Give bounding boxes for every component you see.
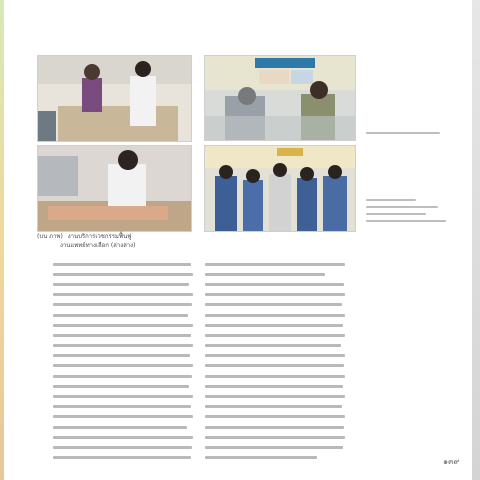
text-line — [205, 320, 347, 330]
text-line — [53, 300, 195, 310]
text-line — [53, 279, 195, 289]
text-line — [53, 391, 195, 401]
body-column-right — [205, 259, 347, 463]
text-line — [205, 341, 347, 351]
text-line — [53, 269, 195, 279]
text-line — [53, 422, 195, 432]
text-line — [53, 330, 195, 340]
text-line — [53, 442, 195, 452]
text-line — [205, 432, 347, 442]
text-line — [53, 412, 195, 422]
text-line — [53, 320, 195, 330]
text-line — [53, 381, 195, 391]
text-line — [205, 290, 347, 300]
text-line — [205, 310, 347, 320]
photo-traditional-medicine — [37, 145, 192, 232]
text-line — [205, 361, 347, 371]
body-column-left — [53, 259, 195, 463]
caption-line-2: งานแพทย์ทางเลือก (ล่างล่าง) — [60, 242, 136, 249]
text-line — [53, 402, 195, 412]
text-line — [205, 402, 347, 412]
text-line — [205, 300, 347, 310]
text-line — [53, 310, 195, 320]
text-line — [205, 330, 347, 340]
text-line — [53, 361, 195, 371]
page-number: ๑๓๙ — [443, 457, 460, 466]
page-right-edge — [472, 0, 480, 480]
caption-photos-left — [37, 232, 197, 250]
text-line — [205, 422, 347, 432]
photo-rehabilitation — [37, 55, 192, 142]
text-line — [205, 269, 347, 279]
text-line — [53, 371, 195, 381]
text-line — [205, 453, 347, 463]
text-line — [53, 453, 195, 463]
text-line — [53, 432, 195, 442]
text-line — [205, 442, 347, 452]
text-line — [205, 279, 347, 289]
caption-event — [366, 195, 466, 227]
text-line — [205, 351, 347, 361]
text-line — [53, 259, 195, 269]
page-left-edge — [0, 0, 4, 480]
text-line — [205, 381, 347, 391]
text-line — [205, 259, 347, 269]
caption-pharmacy — [366, 128, 466, 139]
caption-line-1: งานบริการเวชกรรมฟื้นฟู — [67, 233, 132, 240]
photo-pharmacy-service — [204, 55, 356, 141]
text-line — [53, 290, 195, 300]
text-line — [53, 351, 195, 361]
text-line — [205, 391, 347, 401]
caption-label: (บน ภาพ) — [37, 233, 63, 240]
text-line — [53, 341, 195, 351]
text-line — [205, 371, 347, 381]
text-line — [205, 412, 347, 422]
photo-service-event — [204, 145, 356, 232]
